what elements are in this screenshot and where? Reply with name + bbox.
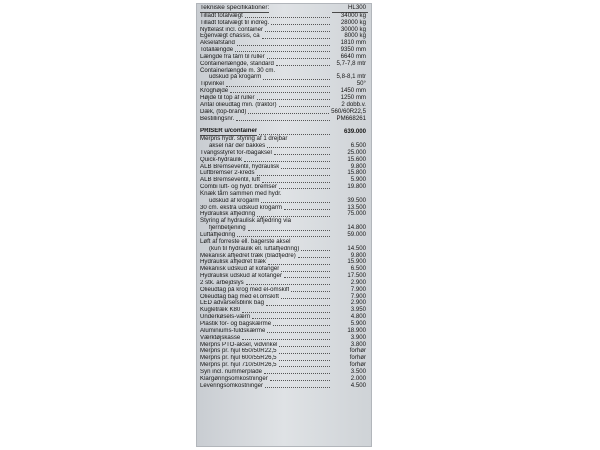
price-row xyxy=(200,150,368,157)
spec-row-label: Bestillingsnr. xyxy=(200,115,235,122)
spec-row-label: Dæk, (top-brand) xyxy=(200,108,247,115)
price-row-label: Mekanisk affjedret træk (bladfjedre) xyxy=(200,252,296,259)
price-row xyxy=(200,328,368,335)
price-row-label: Tvangsstyret for-/bagaksel xyxy=(200,149,272,156)
price-row-value: 2.000 xyxy=(350,374,366,382)
spec-row-value: 1450 mm xyxy=(340,87,366,95)
price-row-value: 2.900 xyxy=(350,278,366,286)
price-row-label: 30 cm. ekstra udskud krogarm xyxy=(200,204,282,211)
price-row-label: Klargøringsomkostninger xyxy=(200,375,268,382)
spec-row-value: 50° xyxy=(356,80,366,88)
prices-title: PRISER u/container xyxy=(200,128,258,135)
spec-row-label: Tipvinkel xyxy=(200,81,224,88)
spec-row-value: 8000 kg xyxy=(344,32,366,40)
price-row-value: 6.500 xyxy=(350,142,366,150)
price-row-value: 2.900 xyxy=(350,299,366,307)
price-row-label: Leveringsomkostninger xyxy=(200,382,264,389)
spec-row-value: 1810 mm xyxy=(340,39,366,47)
price-row xyxy=(200,143,368,150)
spec-row-value: 5,7-7,8 mtr xyxy=(336,59,366,67)
spec-row-label: Akselafstand xyxy=(200,40,235,47)
spec-row-value: 28000 kg xyxy=(340,18,366,26)
price-row-value: 25.000 xyxy=(347,148,366,156)
price-row-label: Merpris hydr. styring af 1 drejbar xyxy=(200,135,288,143)
price-row-value: 5.900 xyxy=(350,176,366,184)
price-row-label: Styring af hydraulisk affjedring via xyxy=(200,217,292,225)
spec-row-value: 30000 kg xyxy=(340,25,366,33)
price-row-label: Merpris pr. hjul 650/50R22,5 xyxy=(200,348,277,355)
price-row xyxy=(200,266,368,273)
spec-row-value: 9350 mm xyxy=(340,46,366,54)
price-row-label: Merpris pr. hjul 600/55R26,5 xyxy=(200,355,277,362)
price-row-value: 14.500 xyxy=(347,244,366,252)
price-row-value: 75.000 xyxy=(347,210,366,218)
price-row xyxy=(200,355,368,362)
price-row-value: 19.800 xyxy=(347,183,366,191)
price-row-label: Luftaffjedring xyxy=(200,232,236,238)
prices-base: 639.000 xyxy=(343,128,366,136)
spec-row-label: udskud på krogarm xyxy=(209,74,262,81)
price-row-value: 3.950 xyxy=(350,306,366,314)
price-row xyxy=(200,157,368,164)
price-row xyxy=(200,362,368,369)
price-row-value: 9.800 xyxy=(350,251,366,259)
price-row xyxy=(200,225,368,232)
price-row xyxy=(200,164,368,171)
price-row-value: 4.500 xyxy=(350,381,366,389)
price-row xyxy=(200,246,368,253)
price-row-label: Syn incl. nummerplade xyxy=(200,368,262,375)
price-row-label: Olieudtag på krog med el-omskift xyxy=(200,286,290,293)
price-row-value: 3.500 xyxy=(350,367,366,375)
spec-row-value: 34000 kg xyxy=(340,11,366,19)
price-row-label: udskud af krogarm xyxy=(209,197,260,204)
price-row-label: Værktøjskasse xyxy=(200,334,241,341)
spec-row-value: 560/60R22,5 xyxy=(331,107,366,115)
price-row-label: Mekanisk udskud af kofanger xyxy=(200,266,280,273)
spec-title: Tekniske specifikationer: xyxy=(200,5,270,11)
price-row-label: LED advarselsblink bag xyxy=(200,300,265,307)
price-row xyxy=(200,259,368,266)
spec-row-label: Totallængde xyxy=(200,47,234,54)
price-spec-panel xyxy=(196,3,372,447)
price-row-value: 39.500 xyxy=(347,196,366,204)
spec-row-label: Nyttelast incl. container xyxy=(200,26,263,33)
price-row-label: Quick-hydraulik xyxy=(200,156,242,163)
price-row-value: 18.900 xyxy=(347,326,366,334)
price-row-label: Olieudtag bag med el.omskift xyxy=(200,293,279,300)
price-row-label: Løft af forreste ell. bagerste aksel xyxy=(200,237,291,245)
price-row xyxy=(200,307,368,314)
price-row xyxy=(200,218,368,225)
price-row xyxy=(200,253,368,260)
price-row-value: 15.800 xyxy=(347,169,366,177)
spec-row-label: Kroghøjde xyxy=(200,88,229,95)
price-row-label: ALB Bremseventil, hydraulisk xyxy=(200,163,280,170)
price-row-label: Merpris pr. hjul 710/50R26,5 xyxy=(200,362,277,369)
price-row-value: forhør xyxy=(349,354,366,362)
price-row-label: fjernbetjening xyxy=(209,225,246,232)
price-row xyxy=(200,321,368,328)
price-row xyxy=(200,177,368,184)
price-row-value: 15.900 xyxy=(347,258,366,266)
price-row-value: 6.500 xyxy=(350,265,366,273)
spec-row-label: Længde fra tårn til ruller xyxy=(200,53,265,60)
spec-row-label: Tilladt totalvægt til indreg. xyxy=(200,19,270,26)
price-row-label: Knæk tårn sammen med hydr. xyxy=(200,189,282,197)
price-row-value: 17.500 xyxy=(347,272,366,280)
spec-row-value: PM668261 xyxy=(336,114,366,122)
price-row-value: forhør xyxy=(349,361,366,369)
spec-row-label: Antal olieudtag min. (traktor) xyxy=(200,101,277,108)
spec-row-value: 6640 mm xyxy=(340,52,366,60)
price-row-value: 9.800 xyxy=(350,162,366,170)
price-row xyxy=(200,294,368,301)
price-row xyxy=(200,205,368,212)
price-row xyxy=(200,314,368,321)
price-row xyxy=(200,342,368,349)
price-row-label: Plastik for- og bagskærme xyxy=(200,320,272,327)
price-row-label: Kugletræk K80 xyxy=(200,307,241,314)
price-row xyxy=(200,335,368,342)
price-row xyxy=(200,170,368,177)
price-row-label: Underkøsels-værn xyxy=(200,314,251,321)
price-row-value: 3.800 xyxy=(350,340,366,348)
price-row-label: Hydraulisk udskud af kofanger xyxy=(200,273,282,280)
price-row xyxy=(200,280,368,287)
spec-row-value: 5,8-8,1 mtr xyxy=(336,73,366,81)
spec-row-value: 1250 mm xyxy=(340,93,366,101)
price-row-label: ALB Bremseventil, luft xyxy=(200,177,260,184)
spec-row-label: Containerlængde, standard xyxy=(200,60,274,67)
price-row xyxy=(200,348,368,355)
price-row-label: Aluminiums-fuldskærme xyxy=(200,327,266,334)
price-row-value: 13.500 xyxy=(347,203,366,211)
price-row-value: 3.900 xyxy=(350,333,366,341)
price-row xyxy=(200,198,368,205)
spec-model: HL300 xyxy=(332,5,368,13)
price-row-label: (kun til hydraulik ell. luftaffjedring) xyxy=(209,245,300,252)
price-row-value: 7.900 xyxy=(350,292,366,300)
spec-row-label: Tilladt totalvægt xyxy=(200,12,243,19)
price-row-label: Luftbremser 2-kreds xyxy=(200,170,255,177)
spec-row-value: 2 dobb.v. xyxy=(341,100,366,108)
spec-list xyxy=(200,13,368,123)
price-row-label: aksel når der bakkes xyxy=(209,143,266,150)
price-row-value: 4.800 xyxy=(350,313,366,321)
price-row xyxy=(200,239,368,246)
price-row-value: forhør xyxy=(349,347,366,355)
price-row xyxy=(200,273,368,280)
price-row-value: 7.900 xyxy=(350,285,366,293)
price-row-value: 15.600 xyxy=(347,155,366,163)
price-row xyxy=(200,287,368,294)
price-row xyxy=(200,191,368,198)
price-row-value: 5.900 xyxy=(350,319,366,327)
price-list xyxy=(200,136,368,389)
price-row-label: 2 stk. arbejdslys xyxy=(200,279,244,286)
price-row xyxy=(200,376,368,383)
spec-row xyxy=(200,116,368,123)
price-row-label: Hydraulisk affjedring xyxy=(200,211,256,218)
price-row xyxy=(200,383,368,390)
spec-row xyxy=(200,74,368,81)
spec-row-label: Egenvægt chassis, ca xyxy=(200,33,260,40)
price-row xyxy=(200,300,368,307)
price-row-label: Combi luft- og hydr. bremser xyxy=(200,184,277,191)
price-row-label: Hydraulisk affjedret træk xyxy=(200,259,266,266)
spec-row-label: Containerlængde m. 30 cm. xyxy=(200,66,276,74)
price-row xyxy=(200,136,368,143)
spec-row xyxy=(200,27,368,34)
price-row xyxy=(200,369,368,376)
price-row-value: 59.000 xyxy=(347,231,366,238)
price-row-label: Merpris PTO-aksel, vidvinkel xyxy=(200,341,278,348)
spec-row-label: Højde til top af ruller xyxy=(200,94,255,101)
price-row-value: 14.800 xyxy=(347,224,366,232)
